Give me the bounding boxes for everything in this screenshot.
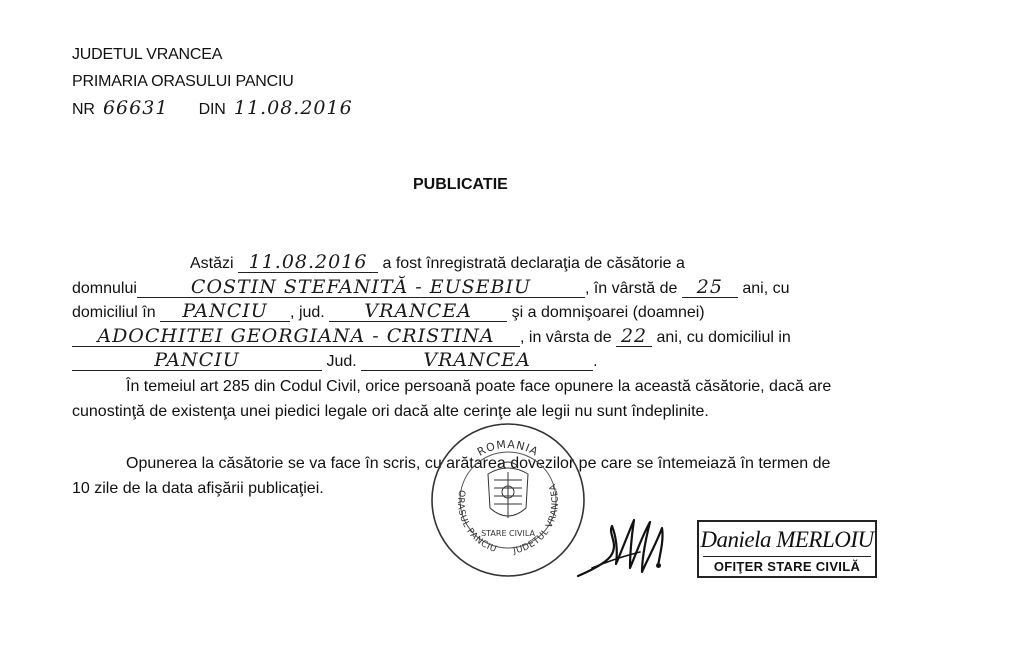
bride-label: şi a domnişoarei (doamnei) xyxy=(511,304,705,321)
stamp-left-text: ORASUL PANCIU xyxy=(455,489,499,555)
signature-dot xyxy=(656,563,661,568)
stamp-top-text: ROMANIA xyxy=(475,437,541,459)
coat-of-arms-icon xyxy=(488,462,528,518)
groom-name: COSTIN STEFANITĂ - EUSEBIU xyxy=(137,277,585,298)
bride-county: VRANCEA xyxy=(361,350,593,371)
opposition-procedure: Opunerea la căsătorie se va face în scris, cu arătarea dovezilor pe care se întemeiază în termen de 10 zile de la data afişării publicaţiei. xyxy=(72,455,831,497)
bride-county-label: Jud. xyxy=(326,353,357,370)
groom-county-label: , jud. xyxy=(290,304,325,321)
groom-city: PANCIU xyxy=(160,301,290,322)
opposition-legal-basis: În temeiul art 285 din Codul Civil, orice persoană poate face opunere la această căsătorie, dacă are cunostinţă de existenţa unei piedici legale ori dacă alte cerinţe ale legii nu sunt îndeplinite. xyxy=(72,378,832,420)
registration-line xyxy=(72,97,353,119)
page-title: PUBLICATIE xyxy=(413,176,508,193)
stamp-center-text: STARE CIVILA xyxy=(481,529,535,538)
declaration-line-2 xyxy=(72,277,789,298)
today-label: Astăzi xyxy=(190,255,234,272)
declaration-line-4 xyxy=(72,326,791,347)
svg-text:ORASUL PANCIU xyxy=(455,489,498,555)
svg-text:ROMANIA xyxy=(475,438,541,459)
bride-domicile-label: ani, cu domiciliul in xyxy=(656,329,791,346)
officer-stamp xyxy=(697,520,877,578)
bride-city: PANCIU xyxy=(72,350,322,371)
line-end: . xyxy=(593,353,598,370)
stamp-right-text: JUDETUL VRANCEA xyxy=(512,482,562,557)
din-value: 11.08.2016 xyxy=(233,97,353,119)
registration-date: 11.08.2016 xyxy=(238,252,378,273)
declaration-line-5 xyxy=(72,350,598,371)
groom-county: VRANCEA xyxy=(329,301,507,322)
groom-age-label: , în vârstă de xyxy=(584,280,678,297)
officer-role: OFIŢER STARE CIVILĂ xyxy=(703,556,871,574)
bride-age-label: , in vârsta de xyxy=(520,329,612,346)
handwritten-signature xyxy=(572,510,682,586)
groom-label: domnului xyxy=(72,280,137,297)
din-label: DIN xyxy=(198,101,226,118)
groom-age-suffix: ani, cu xyxy=(742,280,790,297)
declaration-line-3 xyxy=(72,301,705,322)
svg-text:JUDETUL VRANCEA xyxy=(511,482,561,557)
declaration-text: a fost înregistrată declaraţia de căsătorie a xyxy=(382,255,685,272)
civil-status-stamp xyxy=(428,420,588,580)
groom-age: 25 xyxy=(682,277,738,298)
city-hall-heading: PRIMARIA ORASULUI PANCIU xyxy=(72,73,294,90)
nr-value: 66631 xyxy=(102,97,169,119)
officer-name: Daniela MERLOIU xyxy=(700,527,874,552)
bride-name: ADOCHITEI GEORGIANA - CRISTINA xyxy=(72,326,520,347)
declaration-line-1 xyxy=(190,252,685,273)
groom-domicile-label: domiciliul în xyxy=(72,304,156,321)
bride-age: 22 xyxy=(616,326,652,347)
nr-label: NR xyxy=(72,101,95,118)
county-heading: JUDETUL VRANCEA xyxy=(72,46,223,63)
